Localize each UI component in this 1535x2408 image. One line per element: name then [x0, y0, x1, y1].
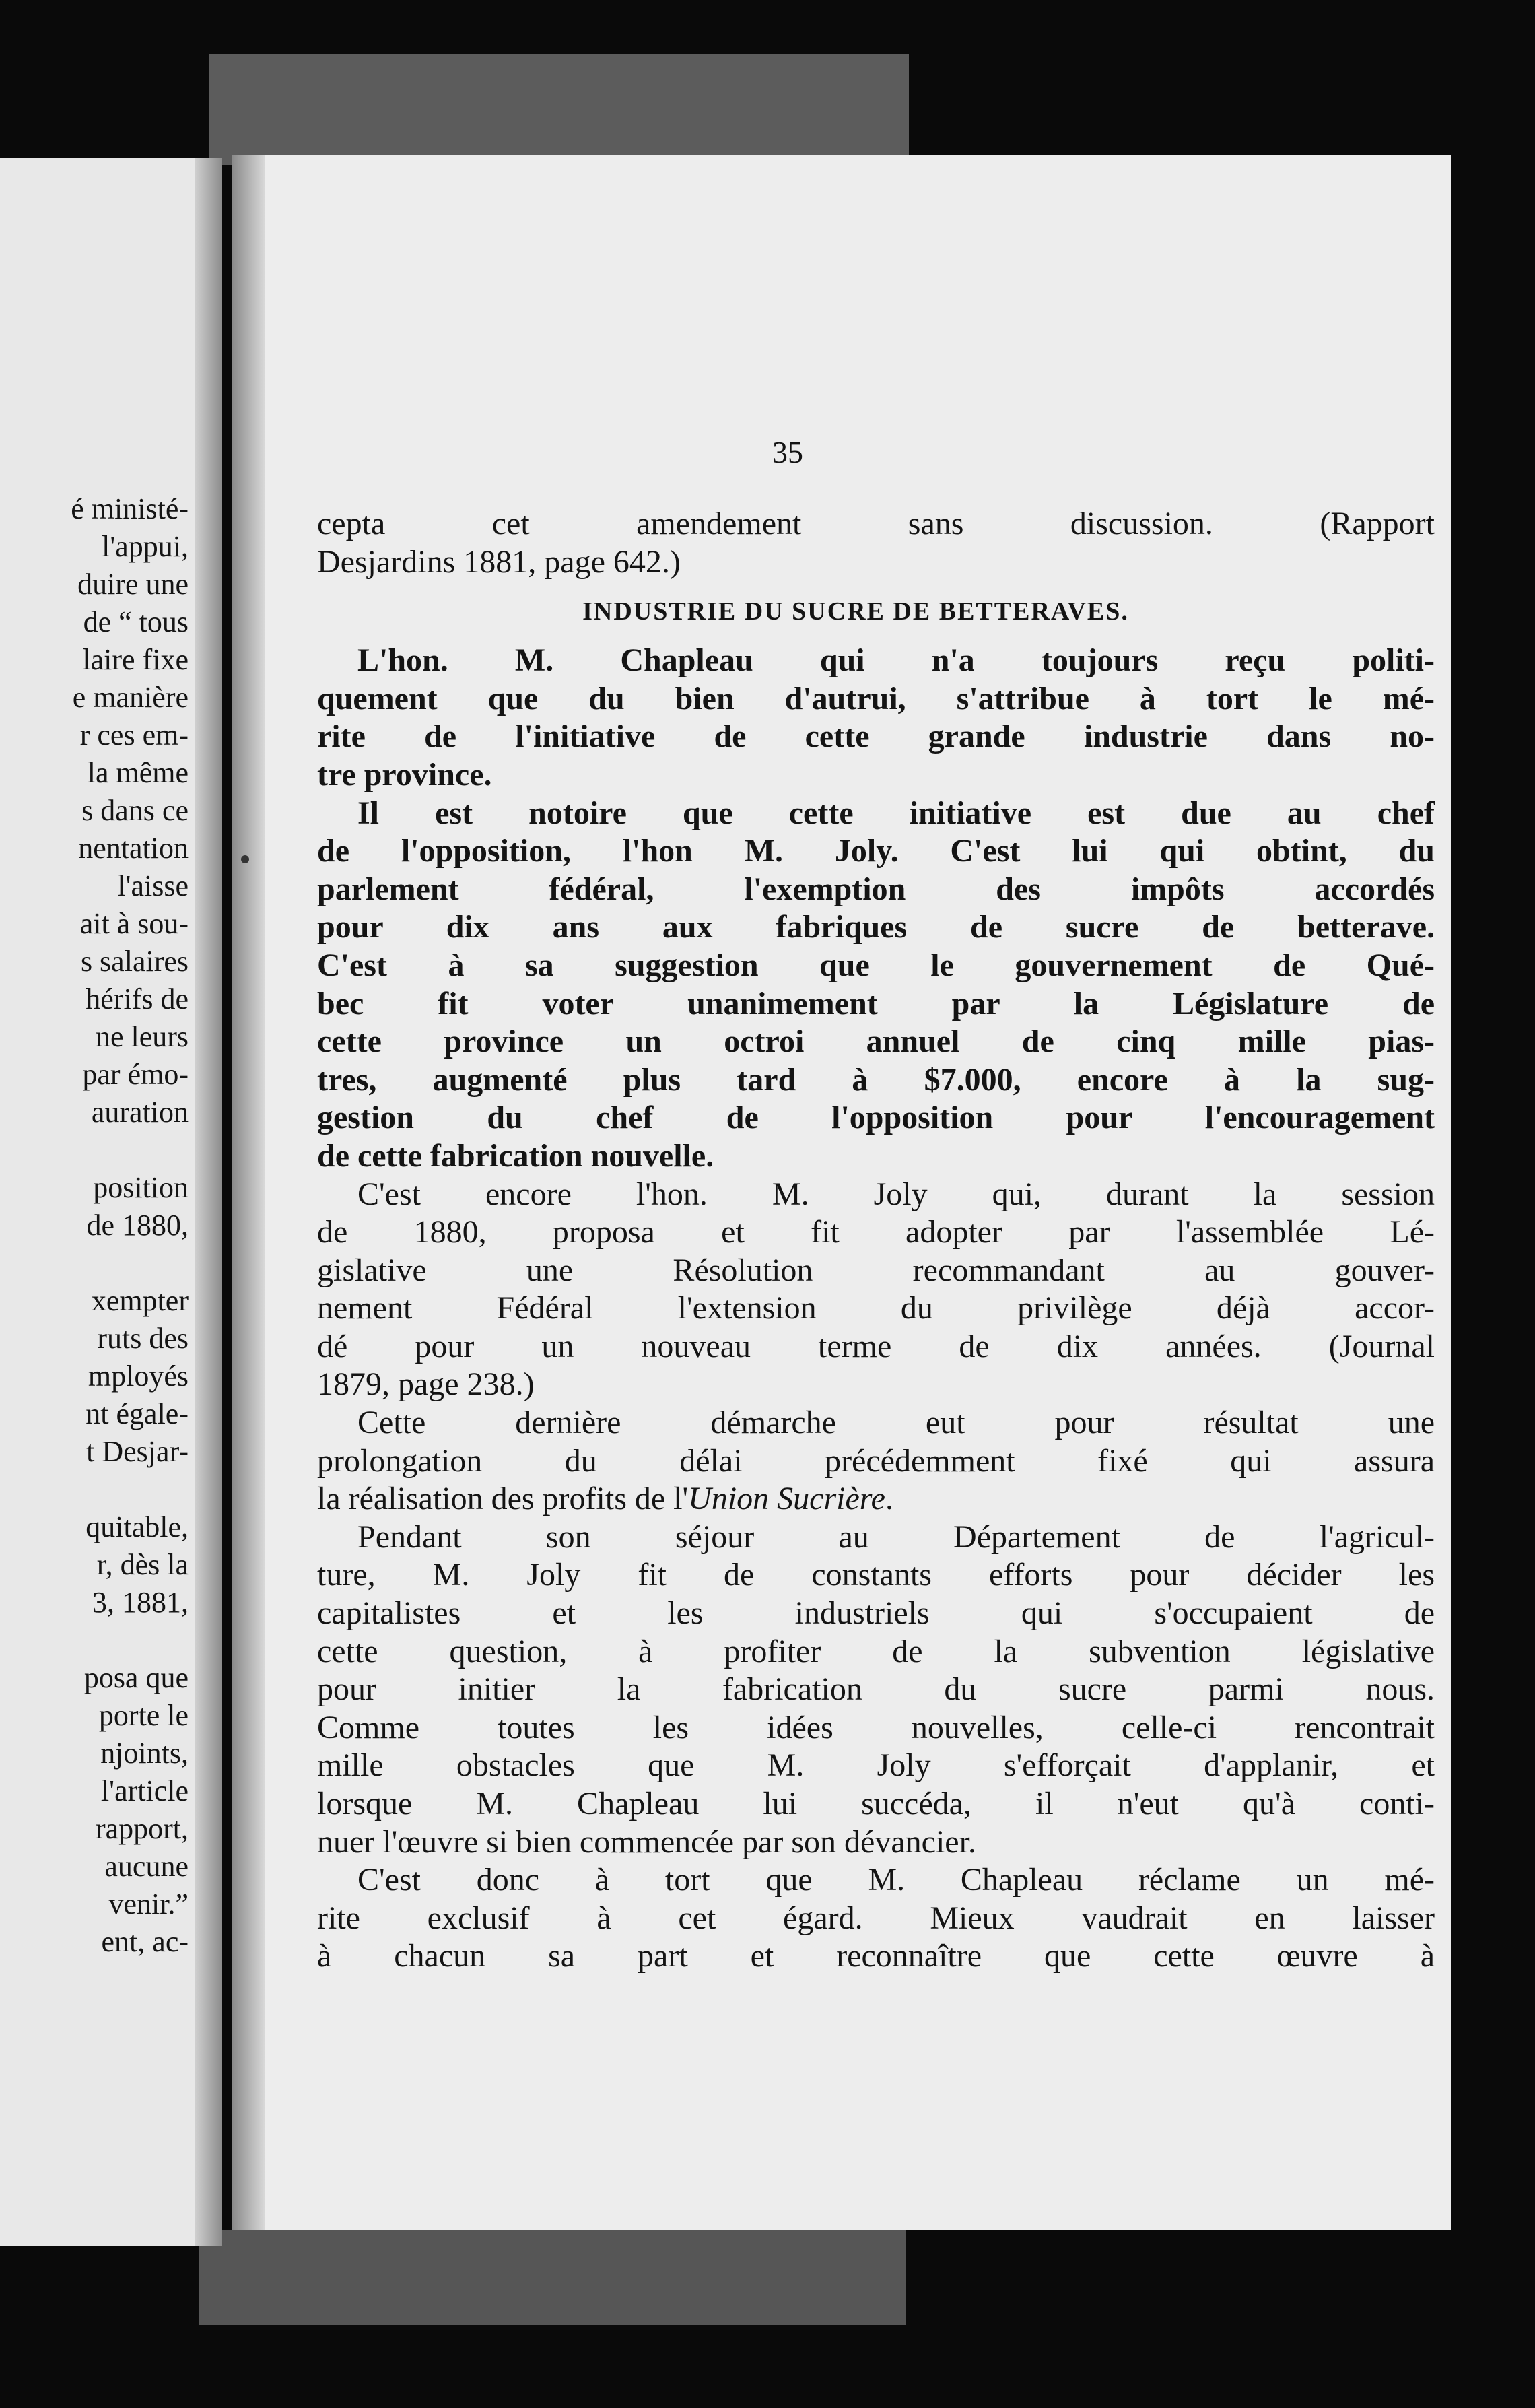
text-line: Il est notoire que cette initiative est due au chef	[357, 795, 1435, 831]
left-page-line: rapport,	[95, 1812, 189, 1845]
scan-speck	[241, 855, 249, 863]
left-page-line: ruts des	[97, 1322, 189, 1355]
paragraph-6	[317, 1861, 1435, 1976]
text-line: ture, M. Joly fit de constants efforts pour décider les	[317, 1557, 1435, 1593]
left-page-line: posa que	[83, 1661, 189, 1694]
text-line: dé pour un nouveau terme de dix années. (Journal	[317, 1328, 1435, 1364]
text-line: C'est à sa suggestion que le gouvernement de Qué-	[317, 947, 1435, 983]
left-page-line: é ministé-	[71, 492, 189, 525]
left-page-line: r ces em-	[79, 718, 189, 751]
text-line: pour dix ans aux fabriques de sucre de betterave.	[317, 909, 1435, 945]
left-page-text	[71, 490, 189, 1961]
paragraph-2	[317, 795, 1435, 1176]
left-page-line: aucune	[104, 1850, 189, 1883]
left-page-line: t Desjar-	[86, 1435, 189, 1468]
scan-top-strip	[209, 54, 909, 165]
left-page-line: mployés	[88, 1360, 189, 1393]
left-page-line: position	[93, 1171, 189, 1204]
text-line: de 1880, proposa et fit adopter par l'assemblée Lé-	[317, 1214, 1435, 1250]
text-line: cepta cet amendement sans discussion. (Rapport	[317, 506, 1435, 541]
text-line: quement que du bien d'autrui, s'attribue à tort le mé-	[317, 680, 1435, 716]
paragraph-1	[317, 642, 1435, 794]
left-page-line: njoints,	[100, 1737, 189, 1770]
left-page-line: laire fixe	[82, 643, 189, 676]
text-line: L'hon. M. Chapleau qui n'a toujours reçu politi-	[357, 642, 1435, 679]
text-line: rite de l'initiative de cette grande industrie dans no-	[317, 718, 1435, 755]
page-number: 35	[772, 435, 803, 469]
text-line: bec fit voter unanimement par la Législature de	[317, 985, 1435, 1022]
left-page-line: s salaires	[80, 945, 189, 978]
left-page-line	[71, 1471, 189, 1508]
left-page-line: auration	[91, 1096, 189, 1129]
left-page-line: duire une	[77, 568, 189, 601]
left-page-line: de “ tous	[83, 605, 189, 638]
left-page-line: venir.”	[108, 1887, 189, 1920]
left-page-line: 3, 1881,	[92, 1586, 189, 1619]
left-page-line: xempter	[91, 1284, 189, 1317]
text-line: rite exclusif à cet égard. Mieux vaudrait en laisser	[317, 1900, 1435, 1936]
text-line: tre province.	[317, 756, 492, 793]
left-page-line: quitable,	[86, 1510, 189, 1543]
left-page-line: ne leurs	[95, 1020, 189, 1053]
text-line: Cette dernière démarche eut pour résultat une	[357, 1405, 1435, 1441]
text-line: Pendant son séjour au Département de l'agricul-	[357, 1518, 1435, 1555]
left-page-line: nentation	[78, 832, 189, 865]
left-page-line	[71, 1244, 189, 1282]
text-line: C'est donc à tort que M. Chapleau réclame un mé-	[357, 1862, 1435, 1898]
text-line: la réalisation des profits de l'Union Sucrière.	[317, 1481, 893, 1517]
left-page-line: ait à sou-	[79, 907, 189, 940]
left-page-line: e manière	[72, 681, 189, 714]
left-page-line: porte le	[98, 1699, 189, 1732]
right-page	[232, 155, 1451, 2230]
left-page-line: hérifs de	[86, 982, 189, 1015]
text-line: de cette fabrication nouvelle.	[317, 1137, 714, 1174]
text-line: lorsque M. Chapleau lui succéda, il n'eut qu'à conti-	[317, 1786, 1435, 1821]
paragraph-5	[317, 1518, 1435, 1861]
left-page-line: de 1880,	[86, 1209, 189, 1242]
paragraph-4	[317, 1404, 1435, 1518]
text-line: capitalistes et les industriels qui s'occupaient de	[317, 1595, 1435, 1632]
scan-bottom-strip	[199, 2230, 906, 2325]
text-line: prolongation du délai précédemment fixé qui assura	[317, 1442, 1435, 1479]
right-page-inner-edge	[232, 155, 265, 2230]
text-line: cette province un octroi annuel de cinq mille pias-	[317, 1024, 1435, 1060]
text-line: 1879, page 238.)	[317, 1366, 535, 1403]
left-page-line: l'aisse	[117, 869, 189, 902]
left-page-line	[71, 1621, 189, 1659]
left-page-line: r, dès la	[96, 1548, 189, 1581]
text-line: Comme toutes les idées nouvelles, celle-ci rencontrait	[317, 1709, 1435, 1745]
text-line: gislative une Résolution recommandant au gouver-	[317, 1252, 1435, 1288]
text-line: cette question, à profiter de la subvention législative	[317, 1633, 1435, 1669]
page-body	[317, 505, 1435, 1976]
text-line: mille obstacles que M. Joly s'efforçait d'applanir, et	[317, 1747, 1435, 1784]
text-line: nement Fédéral l'extension du privilège déjà accor-	[317, 1290, 1435, 1327]
italic-name: Union Sucrière	[688, 1481, 885, 1517]
text-line: pour initier la fabrication du sucre parmi nous.	[317, 1671, 1435, 1708]
text-line: nuer l'œuvre si bien commencée par son dévancier.	[317, 1824, 976, 1860]
text-line: gestion du chef de l'opposition pour l'encouragement	[317, 1100, 1435, 1136]
left-page-line: ent, ac-	[101, 1925, 189, 1958]
paragraph-3	[317, 1176, 1435, 1405]
left-page-line: l'appui,	[102, 530, 189, 563]
text-line: parlement fédéral, l'exemption des impôts accordés	[317, 871, 1435, 907]
text-line: à chacun sa part et reconnaître que cette œuvre à	[317, 1938, 1435, 1974]
left-page-line: la même	[87, 756, 189, 789]
left-page-line: l'article	[100, 1774, 189, 1807]
left-page-fragment	[0, 158, 222, 2246]
left-page-line	[71, 1131, 189, 1169]
left-page-line: nt égale-	[86, 1397, 189, 1430]
left-page-line: par émo-	[82, 1058, 189, 1091]
section-heading: INDUSTRIE DU SUCRE DE BETTERAVES.	[582, 597, 1129, 626]
text-line: C'est encore l'hon. M. Joly qui, durant la session	[357, 1176, 1435, 1212]
text-line: tres, augmenté plus tard à $7.000, encore à la sug-	[317, 1061, 1435, 1098]
text-line: Desjardins 1881, page 642.)	[317, 543, 681, 580]
left-page-line: s dans ce	[81, 794, 189, 827]
left-page-gutter	[195, 158, 222, 2246]
text-line: de l'opposition, l'hon M. Joly. C'est lui qui obtint, du	[317, 833, 1435, 869]
